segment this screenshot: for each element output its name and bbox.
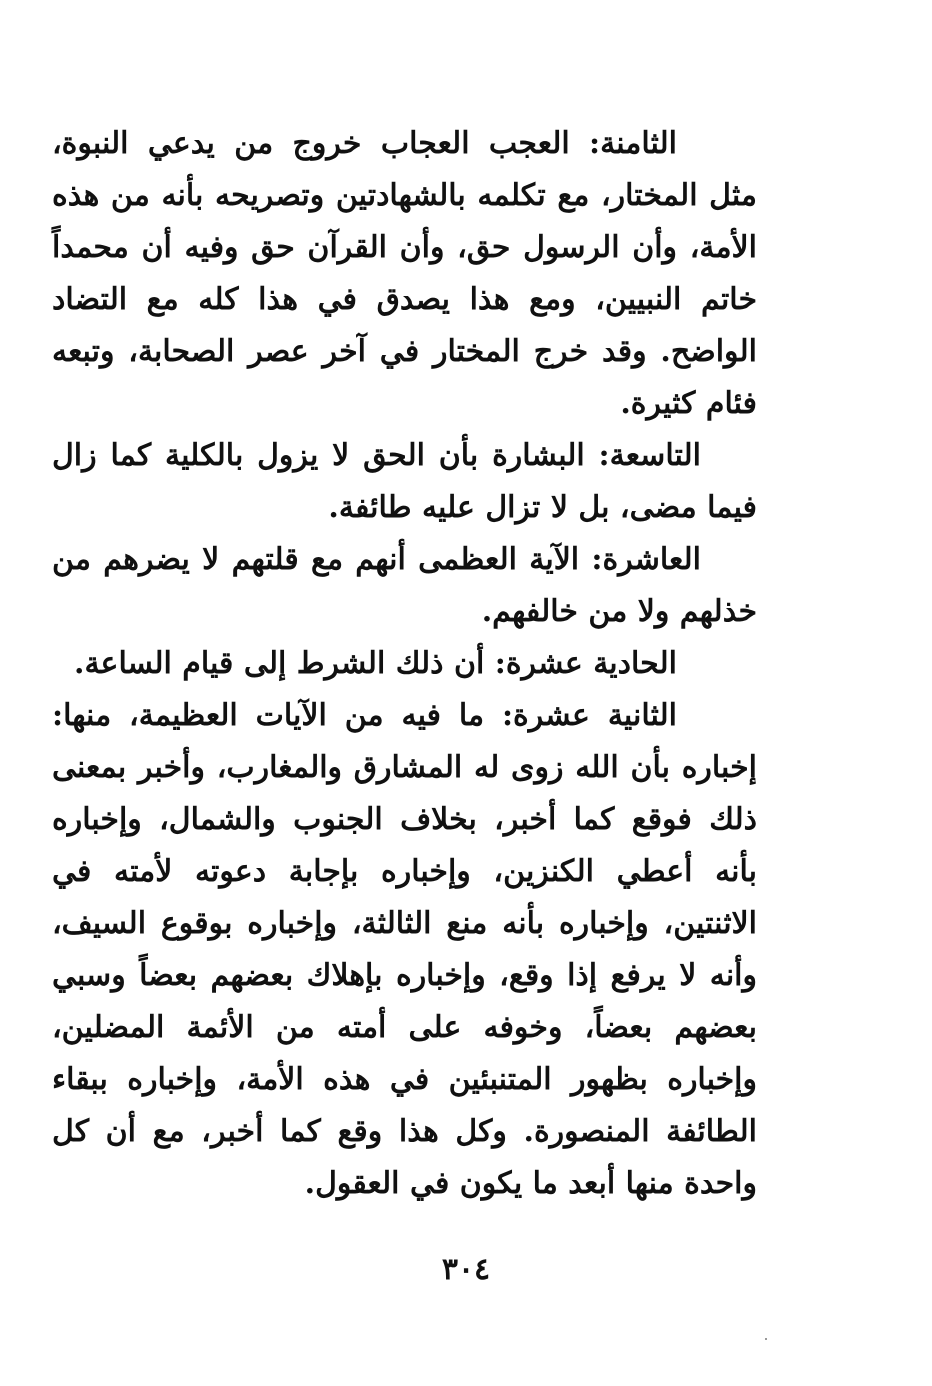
text-line: الأمة، وأن الرسول حق، وأن القرآن حق وفيه أن محمداً: [52, 230, 757, 265]
page-body: [52, 118, 757, 1210]
text-line: الطائفة المنصورة. وكل هذا وقع كما أخبر، مع أن كل: [52, 1114, 757, 1149]
text-line: مثل المختار، مع تكلمه بالشهادتين وتصريحه بأنه من هذه: [52, 178, 757, 213]
text-line: الواضح. وقد خرج المختار في آخر عصر الصحابة، وتبعه: [52, 334, 757, 369]
text-line: العاشرة: الآية العظمى أنهم مع قلتهم لا يضرهم من: [52, 542, 701, 577]
text-line: بأنه أعطي الكنزين، وإخباره بإجابة دعوته لأمته في: [52, 854, 757, 889]
text-line: الثانية عشرة: ما فيه من الآيات العظيمة، منها:: [52, 698, 677, 733]
text-line: خاتم النبيين، ومع هذا يصدق في هذا كله مع التضاد: [52, 282, 757, 317]
text-line: واحدة منها أبعد ما يكون في العقول.: [304, 1166, 757, 1201]
text-line: وإخباره بظهور المتنبئين في هذه الأمة، وإخباره ببقاء: [52, 1062, 757, 1097]
text-line: الحادية عشرة: أن ذلك الشرط إلى قيام الساعة.: [74, 646, 677, 681]
text-line: إخباره بأن الله زوى له المشارق والمغارب، وأخبر بمعنى: [52, 750, 757, 785]
text-line: الاثنتين، وإخباره بأنه منع الثالثة، وإخباره بوقوع السيف،: [52, 906, 757, 941]
text-line: ذلك فوقع كما أخبر، بخلاف الجنوب والشمال، وإخباره: [52, 802, 757, 837]
text-line: فئام كثيرة.: [620, 386, 757, 421]
text-line: التاسعة: البشارة بأن الحق لا يزول بالكلية كما زال: [52, 438, 701, 473]
text-line: فيما مضى، بل لا تزال عليه طائفة.: [328, 490, 757, 525]
scan-speck: [765, 1338, 767, 1340]
page-number: ٣٠٤: [441, 1252, 491, 1287]
text-line: وأنه لا يرفع إذا وقع، وإخباره بإهلاك بعضهم بعضاً وسبي: [52, 958, 757, 993]
text-line: خذلهم ولا من خالفهم.: [481, 594, 757, 629]
text-line: بعضهم بعضاً، وخوفه على أمته من الأئمة المضلين،: [52, 1010, 757, 1045]
text-line: الثامنة: العجب العجاب خروج من يدعي النبوة،: [52, 126, 677, 161]
